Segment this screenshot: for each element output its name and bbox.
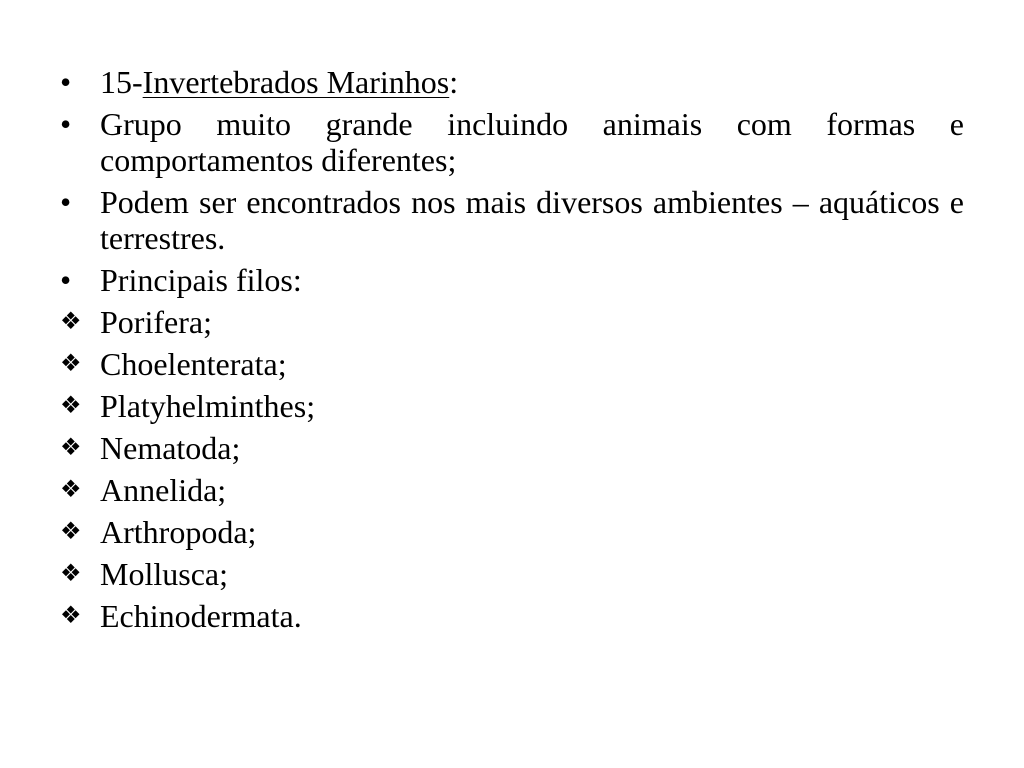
phylum-item-annelida	[60, 472, 964, 508]
phylum-item-porifera	[60, 304, 964, 340]
bullet-item-main-phyla	[60, 262, 964, 298]
bullet-item-group-description	[60, 106, 964, 178]
phylum-text: Choelenterata;	[100, 346, 287, 382]
slide-body	[60, 64, 964, 640]
bullet-dot-icon: •	[60, 64, 72, 100]
bullet-item-environments	[60, 184, 964, 256]
title-suffix: :	[449, 64, 459, 100]
phylum-item-choelenterata	[60, 346, 964, 382]
diamond-bullet-icon: ❖	[60, 561, 82, 587]
bullet-dot-icon: •	[60, 184, 72, 220]
phylum-text: Mollusca;	[100, 556, 228, 592]
bullet-text: Grupo muito grande incluindo animais com formas e comportamentos diferentes;	[100, 106, 964, 178]
phylum-text: Platyhelminthes;	[100, 388, 316, 424]
bullet-dot-icon: •	[60, 262, 72, 298]
diamond-bullet-icon: ❖	[60, 351, 82, 377]
bullet-text: Principais filos:	[100, 262, 302, 298]
phylum-item-echinodermata	[60, 598, 964, 634]
diamond-bullet-icon: ❖	[60, 477, 82, 503]
diamond-bullet-icon: ❖	[60, 309, 82, 335]
diamond-bullet-icon: ❖	[60, 603, 82, 629]
phylum-text: Annelida;	[100, 472, 227, 508]
title-prefix: 15-	[100, 64, 143, 100]
phylum-text: Nematoda;	[100, 430, 241, 466]
phylum-item-mollusca	[60, 556, 964, 592]
phylum-text: Arthropoda;	[100, 514, 257, 550]
phylum-text: Echinodermata.	[100, 598, 302, 634]
bullet-text: Podem ser encontrados nos mais diversos ambientes – aquáticos e terrestres.	[100, 184, 964, 256]
diamond-bullet-icon: ❖	[60, 435, 82, 461]
phylum-text: Porifera;	[100, 304, 212, 340]
phylum-item-platyhelminthes	[60, 388, 964, 424]
diamond-bullet-icon: ❖	[60, 393, 82, 419]
diamond-bullet-icon: ❖	[60, 519, 82, 545]
phylum-item-arthropoda	[60, 514, 964, 550]
title-underlined-text: Invertebrados Marinhos	[142, 64, 450, 100]
phylum-item-nematoda	[60, 430, 964, 466]
title-item	[60, 64, 964, 100]
bullet-dot-icon: •	[60, 106, 72, 142]
